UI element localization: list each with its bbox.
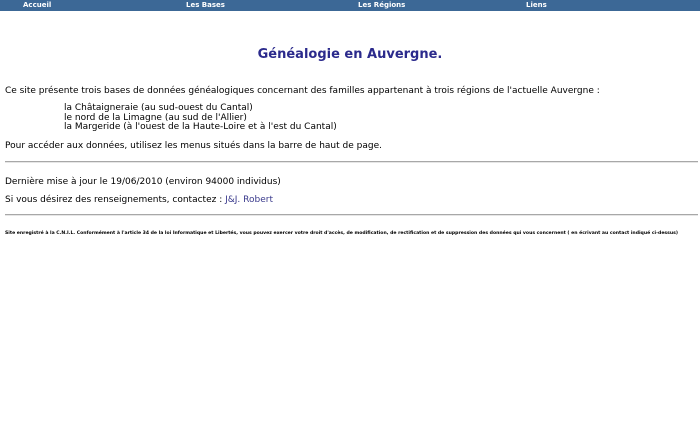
regions-list [64,104,337,133]
nav-item-les-regions[interactable]: Les Régions [358,1,406,9]
nav-item-accueil[interactable]: Accueil [23,1,52,9]
intro-text: Ce site présente trois bases de données généalogiques concernant des familles appartenant à trois régions de l'actuelle Auvergne : [5,86,600,96]
contact-line [5,195,273,206]
top-nav-bar [0,0,700,11]
region-item-margeride: la Margeride (à l'ouest de la Haute-Loire et à l'est du Cantal) [64,122,337,132]
last-update-text: Dernière mise à jour le 19/06/2010 (environ 94000 individus) [5,177,281,187]
region-item-limagne: le nord de la Limagne (au sud de l'Allier) [64,112,247,123]
nav-item-liens[interactable]: Liens [526,1,547,9]
region-item-chataigneraie: la Châtaigneraie (au sud-ouest du Cantal) [64,103,253,113]
contact-text: Si vous désirez des renseignements, contactez : [5,195,223,205]
divider [5,161,698,163]
nav-item-les-bases[interactable]: Les Bases [186,1,225,9]
contact-link[interactable]: J&J. Robert [225,195,273,205]
access-instructions: Pour accéder aux données, utilisez les menus situés dans la barre de haut de page. [5,141,382,151]
legal-notice: Site enregistré à la C.N.I.L. Conformément à l'article 34 de la loi Informatique et Libertés, vous pouvez exercer votre droit d'accès, de modification, de rectification et de suppression des données qui vous concernent ( en écrivant au contact indiqué ci-dessus) [5,231,679,236]
divider [5,214,698,216]
page-title: Généalogie en Auvergne. [257,47,443,62]
